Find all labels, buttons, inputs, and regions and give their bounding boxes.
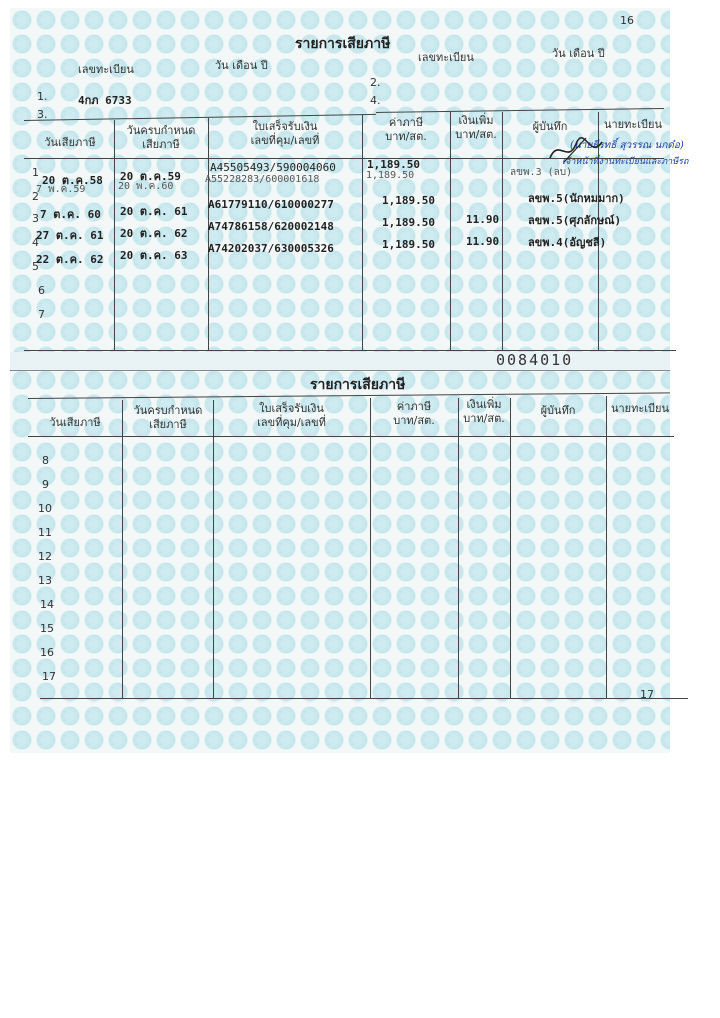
- s1-row-4-receipt: A74786158/620002148: [208, 220, 334, 233]
- stamp-title: เจ้าหน้าที่งานทะเบียนและภาษีรถ: [562, 157, 689, 167]
- s2-row-15-number: 15: [40, 622, 54, 635]
- s1-row-4-surcharge: 11.90: [466, 213, 500, 226]
- s1-col-receipt: ใบเสร็จรับเงิน เลขที่คุม/เลขที่: [250, 120, 320, 147]
- s1-row-5-receipt: A74202037/630005326: [208, 242, 334, 255]
- s1-col-tax: ค่าภาษี บาท/สต.: [385, 116, 427, 143]
- s2-row-16-number: 16: [40, 646, 54, 659]
- s1-row-3-receipt: A61779110/610000277: [208, 198, 334, 211]
- s1-row-5-recorder: ลขพ.4(อัญชลี): [528, 236, 607, 249]
- s1-col-recorder: ผู้บันทึก: [532, 120, 568, 133]
- s1-row-3-due: 20 ต.ค. 61: [120, 205, 188, 218]
- s1-row-4-tax: 1,189.50: [382, 216, 435, 229]
- s1-row-4-number: 4: [32, 236, 39, 249]
- s1-row-5-tax: 1,189.50: [382, 238, 435, 251]
- s1-col-surcharge: เงินเพิ่ม บาท/สต.: [455, 114, 497, 141]
- s1-row-1-due: 20 ต.ค.59: [120, 170, 181, 183]
- s1-row-2-receipt: A55228283/600001618: [205, 174, 320, 185]
- s1-col-due-date: วันครบกำหนด เสียภาษี: [126, 124, 196, 151]
- s2-row-17-number: 17: [42, 670, 56, 683]
- s1-row-7-number: 7: [38, 308, 45, 321]
- page-number-bottom: 17: [640, 688, 654, 701]
- s1-row-5-surcharge: 11.90: [466, 235, 500, 248]
- s1-row-3-number: 3: [32, 212, 39, 225]
- s2-row-11-number: 11: [38, 526, 52, 539]
- s1-row-4-due: 20 ต.ค. 62: [120, 227, 188, 240]
- section2-title: รายการเสียภาษี: [310, 377, 406, 393]
- signature-mark: [546, 134, 606, 168]
- s2-row-14-number: 14: [40, 598, 54, 611]
- s1-row-3-tax: 1,189.50: [382, 194, 435, 207]
- reg-entry-3-number: 3.: [37, 108, 48, 121]
- s2-col-due-date: วันครบกำหนด เสียภาษี: [133, 404, 203, 431]
- s1-row-5-number: 5: [32, 260, 39, 273]
- date-label-left: วัน เดือน ปี: [215, 59, 268, 72]
- s2-col-recorder: ผู้บันทึก: [540, 404, 576, 417]
- s2-row-10-number: 10: [38, 502, 52, 515]
- s1-row-4-recorder: ลขพ.5(ศุภลักษณ์): [528, 214, 622, 227]
- s2-col-registrar: นายทะเบียน: [610, 402, 669, 415]
- s2-col-tax-date: วันเสียภาษี: [49, 416, 101, 429]
- s2-col-surcharge: เงินเพิ่ม บาท/สต.: [463, 398, 505, 425]
- page-number-top: 16: [620, 14, 634, 27]
- s1-row-2-due: 20 พ.ค.60: [118, 181, 174, 192]
- s1-row-5-date: 22 ต.ค. 62: [36, 253, 104, 266]
- s1-row-1-date: 20 ต.ค.58: [42, 174, 103, 187]
- date-label-right: วัน เดือน ปี: [552, 47, 605, 60]
- s2-col-receipt: ใบเสร็จรับเงิน เลขที่คุม/เลขที่: [257, 402, 326, 429]
- reg-label-left: เลขทะเบียน: [78, 63, 134, 76]
- reg-entry-2-number: 2.: [370, 76, 381, 89]
- reg-label-right: เลขทะเบียน: [418, 51, 474, 64]
- s1-row-4-date: 27 ต.ค. 61: [36, 229, 104, 242]
- s1-row-1-number: 1: [32, 166, 39, 179]
- s1-row-1-tax: 1,189.50: [367, 158, 420, 171]
- s1-row-1-receipt: A45505493/590004060: [210, 161, 336, 174]
- stamp-name: (นายธีรทธิ์ สุวรรณ นกด๋อ): [570, 140, 684, 151]
- s1-row-3-recorder: ลขพ.5(นักหมมาก): [528, 192, 625, 205]
- s2-row-13-number: 13: [38, 574, 52, 587]
- s2-row-12-number: 12: [38, 550, 52, 563]
- reg-entry-1-number: 1.: [37, 90, 48, 103]
- reg-entry-4-number: 4.: [370, 94, 381, 107]
- s1-row-5-due: 20 ต.ค. 63: [120, 249, 188, 262]
- s2-row-8-number: 8: [42, 454, 49, 467]
- s1-col-registrar: นายทะเบียน: [603, 118, 662, 131]
- s2-col-tax: ค่าภาษี บาท/สต.: [393, 400, 435, 427]
- s2-row-9-number: 9: [42, 478, 49, 491]
- s1-row-3-date: 7 ต.ค. 60: [40, 208, 101, 221]
- s1-row-2-date: 7 พ.ค.59: [36, 184, 86, 195]
- registration-document: [10, 8, 689, 753]
- s1-row-6-number: 6: [38, 284, 45, 297]
- s1-row-2-tax: 1,189.50: [366, 170, 415, 181]
- s1-col-tax-date: วันเสียภาษี: [44, 136, 96, 149]
- serial-number-fragment: 0084010: [496, 351, 574, 369]
- reg-entry-1-value: 4กภ 6733: [78, 94, 132, 107]
- s1-row-2-number: 2: [32, 190, 39, 203]
- section1-title: รายการเสียภาษี: [295, 36, 391, 52]
- s1-row-2-recorder: ลขพ.3 (ลบ): [510, 167, 573, 178]
